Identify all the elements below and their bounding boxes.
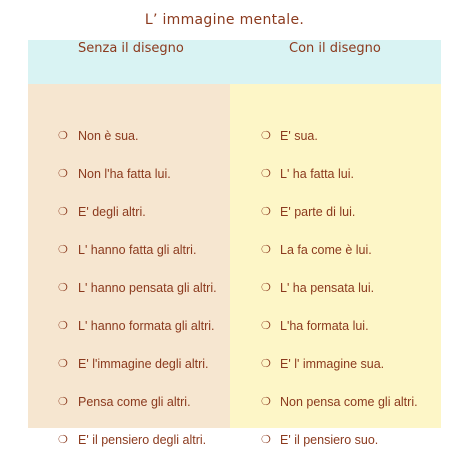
header-senza-il-disegno: Senza il disegno bbox=[78, 41, 184, 56]
circle-bullet-icon: ❍ bbox=[261, 206, 271, 218]
list-item bbox=[28, 392, 230, 412]
list-item bbox=[230, 278, 441, 298]
list-item-text: E' parte di lui. bbox=[280, 205, 356, 219]
circle-bullet-icon: ❍ bbox=[261, 434, 271, 446]
list-item-text: L' hanno fatta gli altri. bbox=[78, 243, 197, 257]
column-con-il-disegno bbox=[230, 84, 441, 447]
list-item-text: Non l'ha fatta lui. bbox=[78, 167, 171, 181]
list-item-text: E' sua. bbox=[280, 129, 318, 143]
list-item bbox=[230, 202, 441, 222]
list-item bbox=[230, 430, 441, 450]
list-item bbox=[28, 202, 230, 222]
page-title: L’ immagine mentale. bbox=[144, 12, 305, 28]
list-item bbox=[28, 278, 230, 298]
circle-bullet-icon: ❍ bbox=[58, 282, 68, 294]
list-item bbox=[230, 164, 441, 184]
header-con-il-disegno: Con il disegno bbox=[289, 41, 381, 56]
list-item-text: Non pensa come gli altri. bbox=[280, 395, 418, 409]
circle-bullet-icon: ❍ bbox=[58, 396, 68, 408]
circle-bullet-icon: ❍ bbox=[261, 282, 271, 294]
list-item-text: Non è sua. bbox=[78, 129, 139, 143]
circle-bullet-icon: ❍ bbox=[58, 358, 68, 370]
circle-bullet-icon: ❍ bbox=[58, 130, 68, 142]
list-item-text: L' hanno pensata gli altri. bbox=[78, 281, 217, 295]
circle-bullet-icon: ❍ bbox=[261, 168, 271, 180]
list-item-text: L' ha pensata lui. bbox=[280, 281, 375, 295]
list-item-text: L'ha formata lui. bbox=[280, 319, 369, 333]
comparison-table bbox=[28, 40, 441, 447]
list-item-text: La fa come è lui. bbox=[280, 243, 372, 257]
list-item bbox=[28, 240, 230, 260]
list-item bbox=[230, 392, 441, 412]
circle-bullet-icon: ❍ bbox=[58, 244, 68, 256]
list-item-text: E' il pensiero suo. bbox=[280, 433, 379, 447]
table-header bbox=[28, 40, 441, 84]
list-item-text: Pensa come gli altri. bbox=[78, 395, 191, 409]
list-item bbox=[230, 126, 441, 146]
circle-bullet-icon: ❍ bbox=[58, 434, 68, 446]
circle-bullet-icon: ❍ bbox=[58, 206, 68, 218]
circle-bullet-icon: ❍ bbox=[58, 320, 68, 332]
circle-bullet-icon: ❍ bbox=[261, 358, 271, 370]
list-item bbox=[230, 354, 441, 374]
circle-bullet-icon: ❍ bbox=[261, 130, 271, 142]
list-item bbox=[28, 430, 230, 450]
circle-bullet-icon: ❍ bbox=[58, 168, 68, 180]
list-item bbox=[230, 240, 441, 260]
list-item-text: E' il pensiero degli altri. bbox=[78, 433, 207, 447]
list-item bbox=[230, 316, 441, 336]
list-item-text: E' l'immagine degli altri. bbox=[78, 357, 209, 371]
list-item bbox=[28, 354, 230, 374]
circle-bullet-icon: ❍ bbox=[261, 396, 271, 408]
list-item-text: E' l' immagine sua. bbox=[280, 357, 385, 371]
list-item-text: E' degli altri. bbox=[78, 205, 146, 219]
list-item bbox=[28, 316, 230, 336]
circle-bullet-icon: ❍ bbox=[261, 244, 271, 256]
circle-bullet-icon: ❍ bbox=[261, 320, 271, 332]
list-item-text: L' hanno formata gli altri. bbox=[78, 319, 215, 333]
column-senza-il-disegno bbox=[28, 84, 230, 447]
list-item bbox=[28, 164, 230, 184]
list-item-text: L' ha fatta lui. bbox=[280, 167, 354, 181]
list-item bbox=[28, 126, 230, 146]
